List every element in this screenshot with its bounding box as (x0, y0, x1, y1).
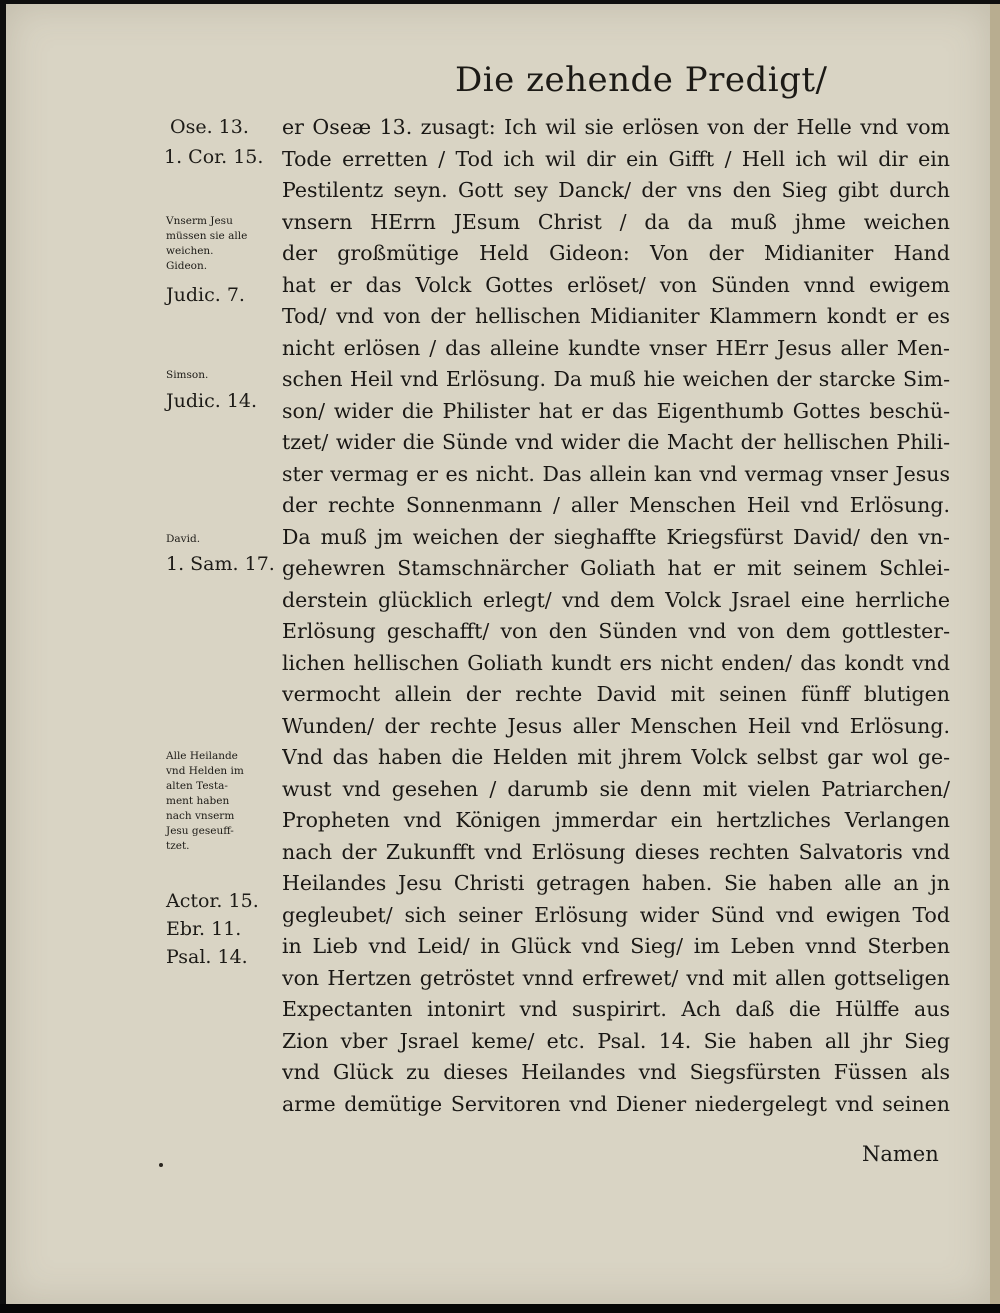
text-line: Zion vber Jsrael keme/ etc. Psal. 14. Sie haben all jhr Sieg (282, 1028, 950, 1053)
text-line: derstein glücklich erlegt/ vnd dem Volck Jsrael eine herrliche (282, 587, 950, 612)
text-line: der rechte Sonnenmann / aller Menschen Heil vnd Erlösung. (282, 493, 950, 517)
margin-note-line: Vnserm Jesu (166, 215, 233, 227)
text-line: Tode erretten / Tod ich wil dir ein Gifft / Hell ich wil dir ein (282, 146, 950, 171)
body-text (282, 112, 950, 1120)
margin-note-simson: Simson. (166, 369, 209, 381)
text-line: ster vermag er es nicht. Das allein kan vnd vermag vnser Jesus (282, 461, 950, 486)
margin-ref-sam: 1. Sam. 17. (166, 553, 275, 575)
margin-ref-judic14: Judic. 14. (166, 390, 258, 412)
margin-note-david: David. (166, 533, 201, 545)
text-line: nicht erlösen / das alleine kundte vnser HErr Jesus aller Men- (282, 335, 950, 360)
margin-note-line: nach vnserm (166, 810, 235, 822)
text-line: der großmütige Held Gideon: Von der Midianiter Hand (282, 241, 950, 265)
margin-ref-cor: 1. Cor. 15. (164, 146, 264, 168)
scan-border (0, 1304, 1000, 1313)
text-line: Tod/ vnd von der hellischen Midianiter Klammern kondt er es (282, 304, 950, 328)
text-line: gehewren Stamschnärcher Goliath hat er mit seinem Schlei- (282, 556, 950, 580)
text-line: Pestilentz seyn. Gott sey Danck/ der vns den Sieg gibt durch (282, 178, 950, 202)
text-line: Wunden/ der rechte Jesus aller Menschen Heil vnd Erlösung. (282, 713, 950, 738)
text-line: lichen hellischen Goliath kundt ers nicht enden/ das kondt vnd (282, 650, 950, 675)
text-line: Expectanten intonirt vnd suspirirt. Ach daß die Hülffe aus (282, 997, 950, 1021)
text-line: wust vnd gesehen / darumb sie denn mit vielen Patriarchen/ (282, 776, 950, 801)
margin-note-helden (166, 749, 244, 854)
text-line: Propheten vnd Königen jmmerdar ein hertzliches Verlangen (282, 808, 950, 832)
text-line: son/ wider die Philister hat er das Eigenthumb Gottes beschü- (282, 398, 950, 423)
text-line: vnsern HErrn JEsum Christ / da da muß jhme weichen (282, 209, 950, 234)
catchword: Namen (862, 1142, 939, 1166)
text-line: Vnd das haben die Helden mit jhrem Volck selbst gar wol ge- (282, 745, 950, 769)
text-line: nach der Zukunfft vnd Erlösung dieses rechten Salvatoris vnd (282, 839, 950, 864)
text-line: in Lieb vnd Leid/ in Glück vnd Sieg/ im Leben vnnd Sterben (282, 934, 950, 958)
text-line: vnd Glück zu dieses Heilandes vnd Siegsfürsten Füssen als (282, 1060, 950, 1084)
text-line: tzet/ wider die Sünde vnd wider die Macht der hellischen Phili- (282, 430, 950, 454)
margin-note-jesu (166, 214, 247, 274)
margin-note-line: Gideon. (166, 260, 208, 272)
text-line: er Oseæ 13. zusagt: Ich wil sie erlösen von der Helle vnd vom (282, 115, 950, 139)
margin-note-line: tzet. (166, 840, 190, 852)
text-line: Heilandes Jesu Christi getragen haben. Sie haben alle an jn (282, 871, 950, 895)
text-line: vermocht allein der rechte David mit seinen fünff blutigen (282, 682, 950, 706)
margin-note-line: ment haben (166, 795, 230, 807)
text-line: hat er das Volck Gottes erlöset/ von Sünden vnnd ewigem (282, 272, 950, 297)
running-head: Die zehende Predigt/ (455, 60, 828, 100)
text-line: Da muß jm weichen der sieghaffte Kriegsfürst David/ den vn- (282, 524, 950, 549)
margin-note-line: müssen sie alle (166, 230, 248, 242)
text-line: gegleubet/ sich seiner Erlösung wider Sünd vnd ewigen Tod (282, 902, 950, 927)
text-line: schen Heil vnd Erlösung. Da muß hie weichen der starcke Sim- (282, 367, 950, 391)
margin-ref-ebr: Ebr. 11. (166, 918, 242, 940)
margin-note-line: weichen. (166, 245, 214, 257)
margin-ref-actor: Actor. 15. (166, 890, 259, 912)
margin-note-line: Alle Heilande (166, 750, 238, 762)
margin-ref-osee: Ose. 13. (170, 116, 249, 138)
margin-note-line: alten Testa- (166, 780, 228, 792)
text-line: arme demütige Servitoren vnd Diener niedergelegt vnd seinen (282, 1091, 950, 1116)
margin-note-line: Jesu geseuff- (166, 825, 234, 837)
margin-note-line: vnd Helden im (166, 765, 244, 777)
margin-ref-psal: Psal. 14. (166, 946, 248, 968)
text-line: Erlösung geschafft/ von den Sünden vnd von dem gottlester- (282, 619, 950, 643)
text-line: von Hertzen getröstet vnnd erfrewet/ vnd mit allen gottseligen (282, 965, 950, 990)
margin-ref-judic7: Judic. 7. (166, 284, 245, 306)
ink-dot (159, 1163, 163, 1167)
page-edge (990, 4, 1000, 1313)
